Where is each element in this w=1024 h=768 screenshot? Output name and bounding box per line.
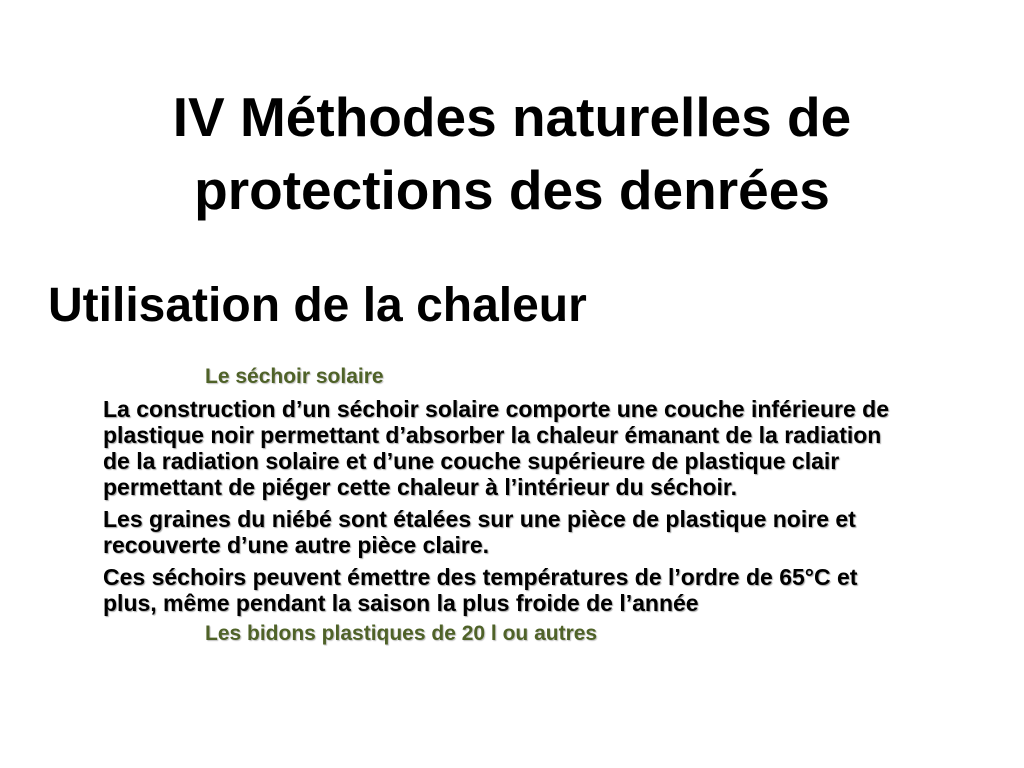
title-line: protections des denrées — [194, 159, 830, 221]
paragraph-line: Les graines du niébé sont étalées sur une pièce de plastique noire et — [103, 506, 856, 532]
paragraph-line: Ces séchoirs peuvent émettre des températures de l’ordre de 65°C et — [103, 564, 858, 590]
slide-title — [0, 81, 1024, 227]
paragraph-line: La construction d’un séchoir solaire comporte une couche inférieure de — [103, 396, 889, 422]
subsection-heading: Les bidons plastiques de 20 l ou autres — [205, 622, 598, 645]
title-line: IV Méthodes naturelles de — [172, 86, 852, 148]
paragraph — [103, 564, 857, 616]
paragraph-line: de la radiation solaire et d’une couche supérieure de plastique clair — [103, 448, 840, 474]
paragraph-line: plastique noir permettant d’absorber la chaleur émanant de la radiation — [103, 422, 882, 448]
paragraph-line: permettant de piéger cette chaleur à l’intérieur du séchoir. — [103, 474, 737, 500]
paragraph — [103, 506, 856, 558]
paragraph — [103, 396, 889, 500]
paragraph-line: plus, même pendant la saison la plus froide de l’année — [103, 590, 699, 616]
paragraph-line: recouverte d’une autre pièce claire. — [103, 532, 490, 558]
section-title: Utilisation de la chaleur — [48, 279, 587, 332]
subsection-heading: Le séchoir solaire — [205, 365, 384, 388]
